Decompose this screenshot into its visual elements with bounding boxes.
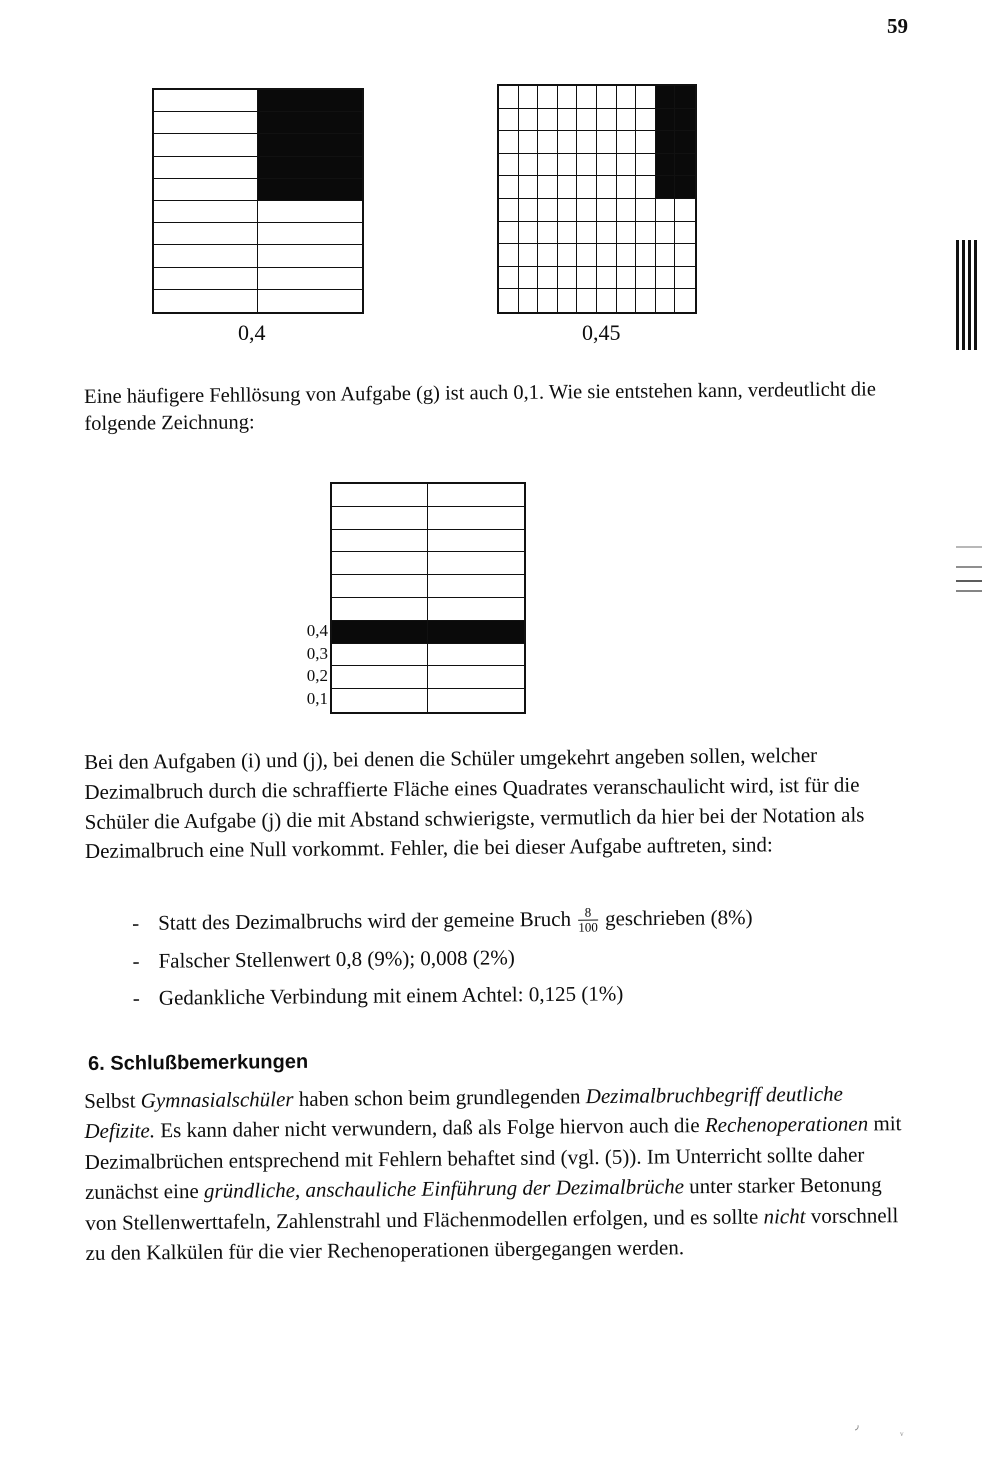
grid-cell xyxy=(636,176,656,199)
paragraph-run-4: Es kann daher nicht verwundern, daß als Folge hiervon auch die xyxy=(154,1113,706,1143)
grid-cell xyxy=(597,109,617,132)
figure-row-labels xyxy=(288,622,328,712)
grid-cell xyxy=(617,154,637,177)
grid-cell xyxy=(154,157,258,179)
paragraph-run-3: Dezimalbruchbegriff deutliche Defizite. xyxy=(84,1081,844,1144)
grid-cell xyxy=(656,109,676,132)
grid-cell xyxy=(499,222,519,245)
grid-cell xyxy=(428,666,524,689)
grid-cell xyxy=(656,86,676,109)
grid-cell xyxy=(675,154,695,177)
grid-cell xyxy=(428,530,524,553)
figure-grid-place-value xyxy=(330,482,526,714)
grid-cell xyxy=(258,290,362,312)
scan-binding-marks xyxy=(956,520,982,600)
grid-cell xyxy=(538,176,558,199)
grid-cell xyxy=(428,552,524,575)
grid-cell xyxy=(617,109,637,132)
grid-cell xyxy=(258,157,362,179)
grid-cell xyxy=(558,222,578,245)
grid-cell xyxy=(332,666,428,689)
grid-cell xyxy=(656,289,676,312)
binding-mark xyxy=(956,566,982,568)
grid-cell xyxy=(577,199,597,222)
page-number: 59 xyxy=(887,14,908,38)
grid-cell xyxy=(538,244,558,267)
grid-cell xyxy=(597,176,617,199)
bullet-dash: - xyxy=(132,910,140,935)
paragraph-run-6: mit Dezimalbrüchen entsprechend mit Fehlern behaftet sind (vgl. (5)). Im Unterricht sollte daher zunächst eine xyxy=(84,1111,902,1205)
figure-row-top xyxy=(0,84,1000,354)
list-item xyxy=(133,976,923,1014)
grid-cell xyxy=(538,109,558,132)
grid-cell xyxy=(558,244,578,267)
grid-cell xyxy=(499,267,519,290)
grid-cell xyxy=(675,222,695,245)
grid-cell xyxy=(617,176,637,199)
grid-cell xyxy=(636,154,656,177)
bullet-dash: - xyxy=(132,948,140,973)
grid-cell xyxy=(499,244,519,267)
grid-cell xyxy=(597,222,617,245)
grid-cell xyxy=(519,86,539,109)
grid-cell xyxy=(154,268,258,290)
grid-cell xyxy=(538,154,558,177)
grid-cell xyxy=(332,507,428,530)
grid-cell xyxy=(538,289,558,312)
grid-cell xyxy=(675,199,695,222)
grid-cell xyxy=(332,598,428,621)
grid-cell xyxy=(558,154,578,177)
grid-cell xyxy=(656,267,676,290)
paragraph-run-5: Rechenoperationen xyxy=(704,1111,869,1138)
grid-cell xyxy=(538,131,558,154)
row-label: 0,3 xyxy=(306,643,328,663)
grid-cell xyxy=(656,199,676,222)
grid-cell xyxy=(617,131,637,154)
grid-cell xyxy=(675,244,695,267)
fraction-numerator: 8 xyxy=(584,905,592,921)
grid-cell xyxy=(675,86,695,109)
grid-cell xyxy=(332,689,428,712)
row-label: 0,4 xyxy=(306,621,328,640)
grid-cell xyxy=(538,222,558,245)
grid-cell xyxy=(154,179,258,201)
grid-cell xyxy=(519,109,539,132)
grid-cell xyxy=(597,86,617,109)
grid-cell xyxy=(258,179,362,201)
grid-cell xyxy=(558,176,578,199)
bullet-dash: - xyxy=(132,986,140,1011)
list-item-text-before: Statt des Dezimalbruchs wird der gemeine Bruch xyxy=(158,906,572,935)
grid-cell xyxy=(154,245,258,267)
paragraph-run-1: Gymnasialschüler xyxy=(140,1086,294,1113)
grid-cell xyxy=(597,154,617,177)
grid-cell xyxy=(258,223,362,245)
grid-cell xyxy=(577,154,597,177)
grid-cell xyxy=(538,267,558,290)
binding-mark xyxy=(956,590,982,592)
grid-cell xyxy=(332,484,428,507)
grid-cell xyxy=(428,507,524,530)
grid-cell xyxy=(428,575,524,598)
grid-cell xyxy=(154,201,258,223)
list-item-text: Gedankliche Verbindung mit einem Achtel: 0,125 (1%) xyxy=(158,981,624,1011)
grid-cell xyxy=(577,289,597,312)
grid-cell xyxy=(577,176,597,199)
grid-cell xyxy=(332,530,428,553)
grid-cell xyxy=(597,289,617,312)
paragraph-run-8: unter starker Betonung von Stellenwerttafeln, Zahlenstrahl und Flächenmodellen erfolgen, und es sollte xyxy=(85,1172,882,1235)
grid-cell xyxy=(597,199,617,222)
fraction-8-100 xyxy=(578,906,598,934)
list-item-text: Falscher Stellenwert 0,8 (9%); 0,008 (2%) xyxy=(158,945,515,973)
row-label: 0,2 xyxy=(306,666,328,685)
grid-cell xyxy=(617,222,637,245)
grid-cell xyxy=(428,621,524,644)
fraction-denominator: 100 xyxy=(578,919,598,935)
figure-grid-hundredths xyxy=(497,84,697,314)
grid-cell xyxy=(597,267,617,290)
grid-cell xyxy=(617,244,637,267)
grid-cell xyxy=(675,267,695,290)
grid-cell xyxy=(428,484,524,507)
grid-cell xyxy=(558,131,578,154)
grid-cell xyxy=(258,112,362,134)
grid-cell xyxy=(675,109,695,132)
grid-cell xyxy=(558,267,578,290)
grid-cell xyxy=(499,289,519,312)
paragraph-run-7: gründliche, anschauliche Einführung der Dezimalbrüche xyxy=(203,1174,685,1204)
grid-cell xyxy=(519,131,539,154)
grid-cell xyxy=(636,86,656,109)
figure-label-right: 0,45 xyxy=(582,320,621,345)
grid-cell xyxy=(577,131,597,154)
grid-cell xyxy=(519,222,539,245)
list-item xyxy=(132,900,922,939)
grid-cell xyxy=(656,244,676,267)
grid-cell xyxy=(577,222,597,245)
grid-cell xyxy=(154,134,258,156)
grid-cell xyxy=(154,112,258,134)
grid-cell xyxy=(577,109,597,132)
grid-cell xyxy=(428,644,524,667)
grid-cell xyxy=(558,199,578,222)
grid-cell xyxy=(617,267,637,290)
grid-cell xyxy=(499,131,519,154)
figure-label-left: 0,4 xyxy=(238,320,266,345)
grid-cell xyxy=(577,267,597,290)
grid-cell xyxy=(656,176,676,199)
grid-cell xyxy=(154,90,258,112)
grid-cell xyxy=(675,176,695,199)
grid-cell xyxy=(597,131,617,154)
grid-cell xyxy=(428,689,524,712)
grid-cell xyxy=(499,109,519,132)
grid-cell xyxy=(519,289,539,312)
paragraph-schlussbemerkungen xyxy=(84,1078,916,1269)
paragraph-aufgaben-ij: Bei den Aufgaben (i) und (j), bei denen die Schüler umgekehrt angeben sollen, welcher Dezimalbruch durch die schraffierte Fläche eines Quadrates veranschaulicht wird, ist für die Schüler die Aufgabe (j) die mit Abstand schwierigste, vermutlich da hier bei der Notation als Dezimalbruch eine Null vorkommt. Fehler, die bei dieser Aufgabe auftreten, sind: xyxy=(84,742,865,864)
grid-cell xyxy=(538,199,558,222)
binding-mark xyxy=(956,546,982,548)
figure-grid-tenths xyxy=(152,88,364,314)
grid-cell xyxy=(519,199,539,222)
grid-cell xyxy=(499,86,519,109)
grid-cell xyxy=(675,131,695,154)
grid-cell xyxy=(636,222,656,245)
paragraph-run-0: Selbst xyxy=(84,1088,141,1113)
error-list xyxy=(132,900,923,1020)
list-item xyxy=(132,938,922,976)
grid-cell xyxy=(617,199,637,222)
grid-cell xyxy=(577,86,597,109)
grid-cell xyxy=(519,176,539,199)
grid-cell xyxy=(519,154,539,177)
grid-cell xyxy=(538,86,558,109)
grid-cell xyxy=(499,154,519,177)
grid-cell xyxy=(332,552,428,575)
paragraph-run-9: nicht xyxy=(763,1203,806,1229)
grid-cell xyxy=(499,199,519,222)
grid-cell xyxy=(636,289,656,312)
grid-cell xyxy=(597,244,617,267)
grid-cell xyxy=(636,267,656,290)
row-label: 0,1 xyxy=(306,688,328,708)
section-heading: 6. Schlußbemerkungen xyxy=(88,1050,309,1075)
grid-cell xyxy=(428,598,524,621)
grid-cell xyxy=(558,86,578,109)
grid-cell xyxy=(519,267,539,290)
grid-cell xyxy=(154,223,258,245)
grid-cell xyxy=(558,109,578,132)
grid-cell xyxy=(519,244,539,267)
grid-cell xyxy=(332,621,428,644)
grid-cell xyxy=(656,222,676,245)
grid-cell xyxy=(558,289,578,312)
grid-cell xyxy=(636,199,656,222)
grid-cell xyxy=(636,244,656,267)
grid-cell xyxy=(258,134,362,156)
grid-cell xyxy=(617,86,637,109)
grid-cell xyxy=(258,201,362,223)
grid-cell xyxy=(332,644,428,667)
scan-smudge-right: ᵥ xyxy=(900,1424,904,1438)
paragraph-fehlloesung: Eine häufigere Fehllösung von Aufgabe (g) ist auch 0,1. Wie sie entstehen kann, verdeutlicht die folgende Zeichnung: xyxy=(84,378,877,436)
grid-cell xyxy=(577,244,597,267)
list-item-text-after: geschrieben (8%) xyxy=(604,905,753,931)
grid-cell xyxy=(258,90,362,112)
grid-cell xyxy=(656,131,676,154)
grid-cell xyxy=(617,289,637,312)
grid-cell xyxy=(636,109,656,132)
grid-cell xyxy=(332,575,428,598)
grid-cell xyxy=(636,131,656,154)
grid-cell xyxy=(154,290,258,312)
scan-smudge-left: ٫ xyxy=(855,1418,859,1432)
paragraph-run-2: haben schon beim grundlegenden xyxy=(293,1084,586,1111)
grid-cell xyxy=(499,176,519,199)
binding-mark xyxy=(956,580,982,582)
paragraph-run-10: vorschnell zu den Kalkülen für die vier Rechenoperationen übergegangen werden. xyxy=(85,1202,899,1266)
grid-cell xyxy=(258,245,362,267)
grid-cell xyxy=(675,289,695,312)
grid-cell xyxy=(258,268,362,290)
grid-cell xyxy=(656,154,676,177)
